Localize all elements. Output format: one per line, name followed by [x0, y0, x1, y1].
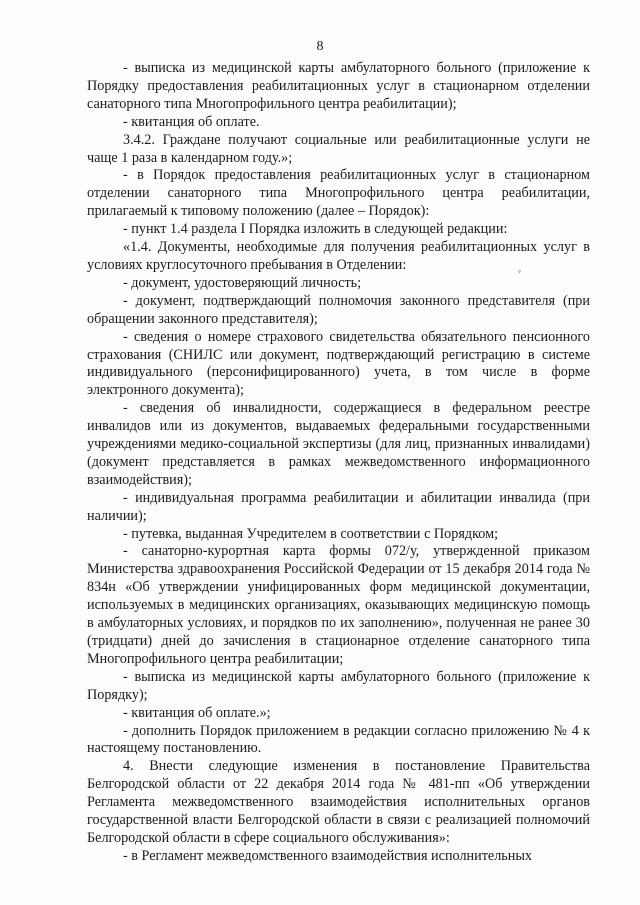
paragraph: - сведения об инвалидности, содержащиеся в федеральном реестре инвалидов или из документов, выдаваемых федеральными государственными учреждениями медико-социальной экспертизы (для лиц, признанных инвалидами) (документ представляется в рамках межведомственного информационного взаимодействия);: [87, 400, 590, 488]
page-number: 8: [316, 39, 324, 54]
paragraph: 4. Внести следующие изменения в постановление Правительства Белгородской области от 22 декабря 2014 года № 481-пп «Об утверждении Регламента межведомственного взаимодействия исполнительных органов государственной власти Белгородской области в связи с реализацией полномочий Белгородской области в сфере социального обслуживания»:: [87, 758, 590, 846]
paragraph: - квитанция об оплате.: [123, 113, 260, 130]
paragraph: «1.4. Документы, необходимые для получения реабилитационных услуг в условиях круглосуточного пребывания в Отделении:: [87, 239, 590, 273]
paragraph: - путевка, выданная Учредителем в соответствии с Порядком;: [123, 525, 499, 542]
paragraph: - индивидуальная программа реабилитации и абилитации инвалида (при наличии);: [87, 489, 590, 524]
document-body: [87, 60, 590, 866]
paragraph: - санаторно-курортная карта формы 072/у, утвержденной приказом Министерства здравоохранения Российской Федерации от 15 декабря 2014 года № 834н «Об утверждении унифицированных форм медицинской документации, используемых в медицинских организациях, оказывающих медицинскую помощь в амбулаторных условиях, и порядков по их заполнению», полученная не ранее 30 (тридцати) дней до зачисления в стационарное отделение санаторного типа Многопрофильного центра реабилитации;: [87, 543, 590, 667]
paragraph: - квитанция об оплате.»;: [123, 704, 271, 721]
paragraph: - сведения о номере страхового свидетельства обязательного пенсионного страхования (СНИЛС или документ, подтверждающий регистрацию в системе индивидуального (персонифицированного) учета, в том числе в форме электронного документа);: [87, 328, 590, 399]
paragraph: - документ, подтверждающий полномочия законного представителя (при обращении законного представителя);: [87, 292, 590, 327]
paragraph: - выписка из медицинской карты амбулаторного больного (приложение к Порядку);: [87, 668, 590, 703]
paragraph: - выписка из медицинской карты амбулаторного больного (приложение к Порядку предоставления реабилитационных услуг в стационарном отделении санаторного типа Многопрофильного центра реабилитации);: [87, 60, 590, 112]
paragraph: 3.4.2. Граждане получают социальные или реабилитационные услуги не чаще 1 раза в календарном году.»;: [87, 131, 590, 166]
paragraph: - документ, удостоверяющий личность;: [123, 274, 362, 291]
paragraph: - пункт 1.4 раздела I Порядка изложить в следующей редакции:: [123, 221, 508, 238]
paragraph: - в Порядок предоставления реабилитационных услуг в стационарном отделении санаторного типа Многопрофильного центра реабилитации, прилагаемый к типовому положению (далее – Порядок):: [87, 167, 590, 220]
paragraph: - в Регламент межведомственного взаимодействия исполнительных: [123, 847, 532, 864]
paragraph: - дополнить Порядок приложением в редакции согласно приложению № 4 к настоящему постановлению.: [87, 722, 590, 757]
pen-mark: ᵛ: [518, 267, 522, 279]
